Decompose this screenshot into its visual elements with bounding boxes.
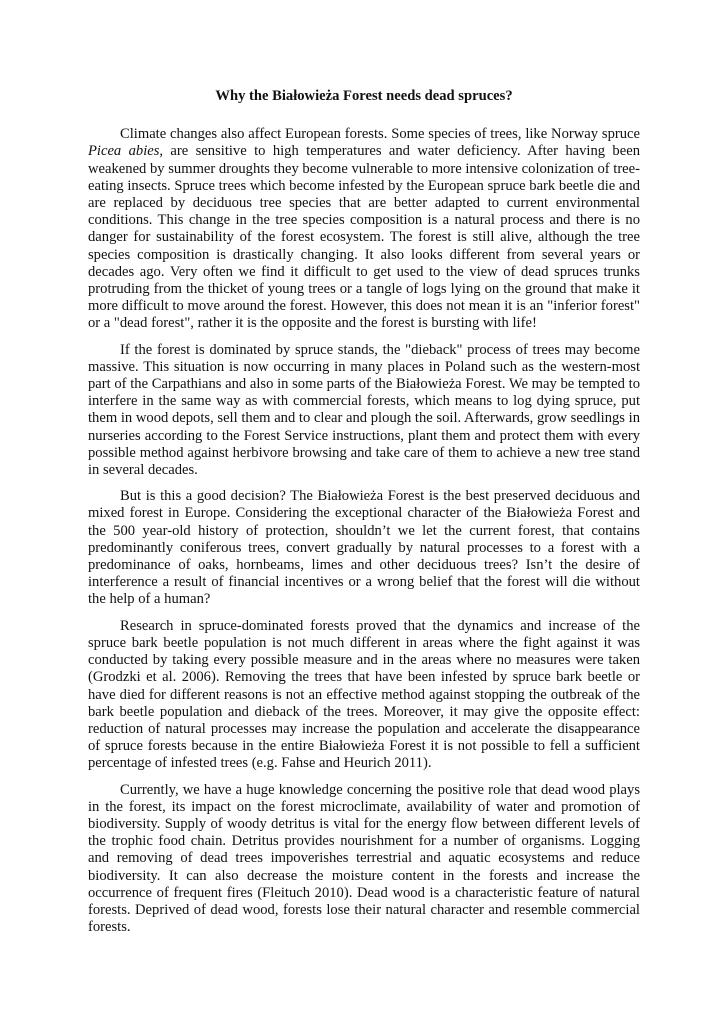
species-name-italic: Picea abies: [88, 143, 160, 160]
document-page: [88, 88, 640, 945]
paragraph-4: Research in spruce-dominated forests proved that the dynamics and increase of the spruce bark beetle population is not much different in areas where the fight against it was conducted by taking every possible measure and in the areas where no measures were taken (Grodzki et al. 2006). Removing the trees that have been infested by spruce bark beetle or have died for different reasons is not an effective method against stopping the outbreak of the bark beetle population and dieback of the trees. Moreover, it may give the opposite effect: reduction of natural processes may increase the population and accelerate the disappearance of spruce forests because in the entire Białowieża Forest it is not possible to fell a sufficient percentage of infested trees (e.g. Fahse and Heurich 2011).: [88, 617, 640, 772]
paragraph-3: But is this a good decision? The Białowieża Forest is the best preserved deciduous and mixed forest in Europe. Considering the exceptional character of the Białowieża Forest and the 500 year-old history of protection, shouldn’t we let the current forest, that contains predominantly coniferous trees, convert gradually by natural processes to a forest with a predominance of oaks, hornbeams, limes and other deciduous trees? Isn’t the desire of interference a result of financial incentives or a wrong belief that the forest will die without the help of a human?: [88, 488, 640, 608]
document-title: Why the Białowieża Forest needs dead spruces?: [215, 88, 513, 104]
paragraph-5: Currently, we have a huge knowledge concerning the positive role that dead wood plays in the forest, its impact on the forest microclimate, availability of water and promotion of biodiversity. Supply of woody detritus is vital for the energy flow between different levels of the trophic food chain. Detritus provides nourishment for a number of organisms. Logging and removing of dead trees impoverishes terrestrial and aquatic ecosystems and reduce biodiversity. It can also decrease the moisture content in the forests and increase the occurrence of frequent fires (Fleituch 2010). Dead wood is a characteristic feature of natural forests. Deprived of dead wood, forests lose their natural character and resemble commercial forests.: [88, 781, 640, 936]
paragraph-2: If the forest is dominated by spruce stands, the "dieback" process of trees may become massive. This situation is now occurring in many places in Poland such as the western-most part of the Carpathians and also in some parts of the Białowieża Forest. We may be tempted to interfere in the same way as with commercial forests, which means to log dying spruce, put them in wood depots, sell them and to clear and plough the soil. Afterwards, grow seedlings in nurseries according to the Forest Service instructions, plant them and protect them with every possible method against herbivore browsing and take care of them to achieve a new tree stand in several decades.: [88, 341, 640, 479]
paragraph-1-text-end: , are sensitive to high temperatures and water deficiency. After having been weakened by summer droughts they become vulnerable to more intensive colonization of tree-eating insects. Spruce trees which become infested by the European spruce bark beetle die and are replaced by deciduous tree species that are better adapted to current environmental conditions. This change in the tree species composition is a natural process and there is no danger for sustainability of the forest ecosystem. The forest is still alive, although the tree species composition is drastically changing. It also looks different from several years or decades ago. Very often we find it difficult to get used to the view of dead spruces trunks protruding from the thicket of young trees or a tangle of logs lying on the ground that make it more difficult to move around the forest. However, this does not mean it is an "inferior forest" or a "dead forest", rather it is the opposite and the forest is bursting with life!: [88, 143, 640, 332]
paragraph-1: [88, 126, 640, 332]
paragraph-1-text-start: Climate changes also affect European forests. Some species of trees, like Norway spruce: [120, 126, 640, 143]
